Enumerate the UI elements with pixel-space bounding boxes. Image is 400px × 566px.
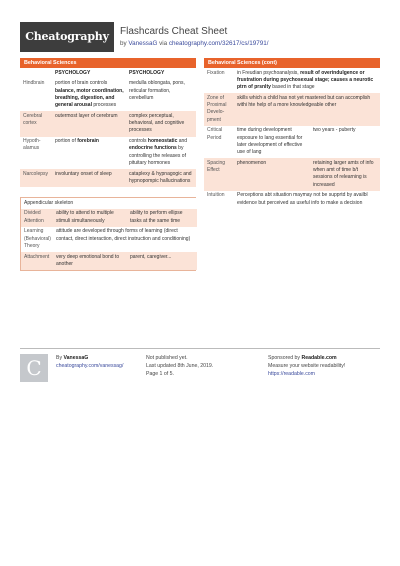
byline-by: by: [120, 40, 129, 47]
author-avatar[interactable]: C: [20, 354, 48, 382]
row-label: Fixation: [207, 69, 225, 76]
row-definition: outermost layer of cerebrum: [55, 112, 118, 119]
table-row: [21, 198, 197, 209]
section-header-behavioral-sciences-cont: Behavioral Sciences (cont): [204, 58, 380, 68]
table-row: [204, 126, 380, 159]
row-definition: involuntary onset of sleep: [55, 170, 112, 177]
cheatography-logo[interactable]: Cheatography: [20, 22, 114, 52]
row-label: Hypothalamus: [23, 138, 41, 152]
row-definition: very deep emotional bond to another: [56, 253, 120, 267]
footer-author-name[interactable]: VanessaG: [63, 355, 89, 361]
table-row: [20, 111, 196, 136]
right-column: [204, 58, 380, 209]
header-cell-psychology: PSYCHOLOGY: [55, 69, 91, 76]
table-row: [204, 93, 380, 126]
page-header: [20, 22, 380, 52]
table-row: [21, 227, 197, 252]
table-row: [204, 191, 380, 209]
author-link[interactable]: VanessaG: [128, 40, 158, 47]
row-label: Cerebral cortex: [23, 112, 43, 126]
row-example: ability to perform ellipse tasks at the same time: [130, 210, 183, 224]
row-label: Hindbrain: [23, 80, 45, 87]
row-example: complex perceptual, behavioral, and cognitive processes: [129, 112, 185, 134]
row-definition: phenomenon: [237, 159, 267, 166]
page-footer: [20, 348, 380, 388]
sponsor-link[interactable]: https://readable.com: [268, 371, 316, 378]
last-updated: Last updated 8th June, 2019.: [146, 363, 214, 370]
sponsor-name[interactable]: Readable.com: [301, 355, 337, 361]
row-example: two years - puberty: [313, 127, 356, 134]
table-row: [204, 158, 380, 191]
row-label: Learning (Behavioral) Theory: [24, 228, 51, 249]
appendicular-box: [20, 197, 196, 271]
table-row: [20, 137, 196, 170]
psychology-table: [20, 68, 196, 187]
row-example: parent, caregiver...: [130, 253, 172, 260]
row-definition: attitude are developed through forms of learning (direct contact, direct interaction, direct instruction and conditioning): [56, 228, 191, 242]
row-example: cataplexy & hypnagogic and hypnopompic hallucinations: [129, 170, 192, 184]
section-header-behavioral-sciences: Behavioral Sciences: [20, 58, 196, 68]
byline: [120, 39, 269, 48]
header-cell-psychology: PSYCHOLOGY: [129, 69, 165, 76]
footer-meta: [146, 354, 213, 378]
row-definition: Perceptions abt situation maymay not be supprtd by availbl evidence but perceived as useful info to make a decision: [237, 192, 368, 206]
footer-by: By: [56, 355, 64, 361]
behavioral-cont-table: [204, 68, 380, 209]
row-definition: ability to attend to multiple stimuli simultaneously: [56, 210, 114, 224]
published-status: Not published yet.: [146, 355, 188, 361]
row-label: Spacing Effect: [207, 159, 226, 173]
page-number: Page 1 of 5.: [146, 371, 174, 378]
header-cell-blank: [20, 68, 52, 79]
row-example: medulla oblongata, pons, reticular formation, cerebellum: [129, 80, 185, 101]
row-label: Zone of Proximal Development: [207, 94, 227, 123]
row-label: Intuition: [207, 192, 225, 199]
sponsor-tagline: Measure your website readability!: [268, 363, 346, 370]
sponsor-prefix: Sponsored by: [268, 355, 302, 361]
row-label: Narcolepsy: [23, 170, 49, 177]
footer-author-link[interactable]: cheatography.com/vanessag/: [56, 363, 124, 370]
row-definition: skills which a child has not yet mastered but can accomplish withi hte help of a more knowledgeable other: [237, 94, 371, 108]
appendicular-table: [21, 198, 197, 270]
row-example: controls homeostatic and endocrine functions by controlling the releases of pituitary hormones: [129, 138, 188, 166]
footer-author: [56, 354, 123, 370]
table-row: [204, 68, 380, 93]
row-label: Critical Period: [207, 127, 223, 141]
row-example: retaining larger amts of info when amt of time b/t sessions of relearning is increased: [313, 159, 374, 188]
table-row: [20, 169, 196, 187]
row-label: Divided Attention: [24, 210, 44, 224]
row-definition: portion of brain controls balance, motor coordination, breathing, digestion, and general arousal processes: [55, 80, 124, 108]
row-definition: time during development exposure to lang essential for later development of effective use of lang: [237, 127, 303, 155]
sheet-url-link[interactable]: cheatography.com/32617/cs/19791/: [168, 40, 269, 47]
table-row: [21, 209, 197, 227]
page-title: Flashcards Cheat Sheet: [120, 26, 228, 37]
appendicular-header: Appendicular skeleton: [24, 199, 74, 206]
table-row: [21, 252, 197, 270]
byline-via: via: [157, 40, 169, 47]
table-row: [20, 79, 196, 112]
footer-sponsor: [268, 354, 345, 378]
row-definition: in Freudian psychoanalysis, result of overindulgence or frustration during psychosexual stage; causes a neurotic ptrn of prsnlty based in that stage: [237, 69, 374, 90]
row-label: Attachment: [24, 253, 50, 260]
left-column: [20, 58, 196, 271]
spacer: [20, 187, 196, 197]
table-header-row: [20, 68, 196, 79]
row-definition: portion of forebrain: [55, 138, 99, 144]
